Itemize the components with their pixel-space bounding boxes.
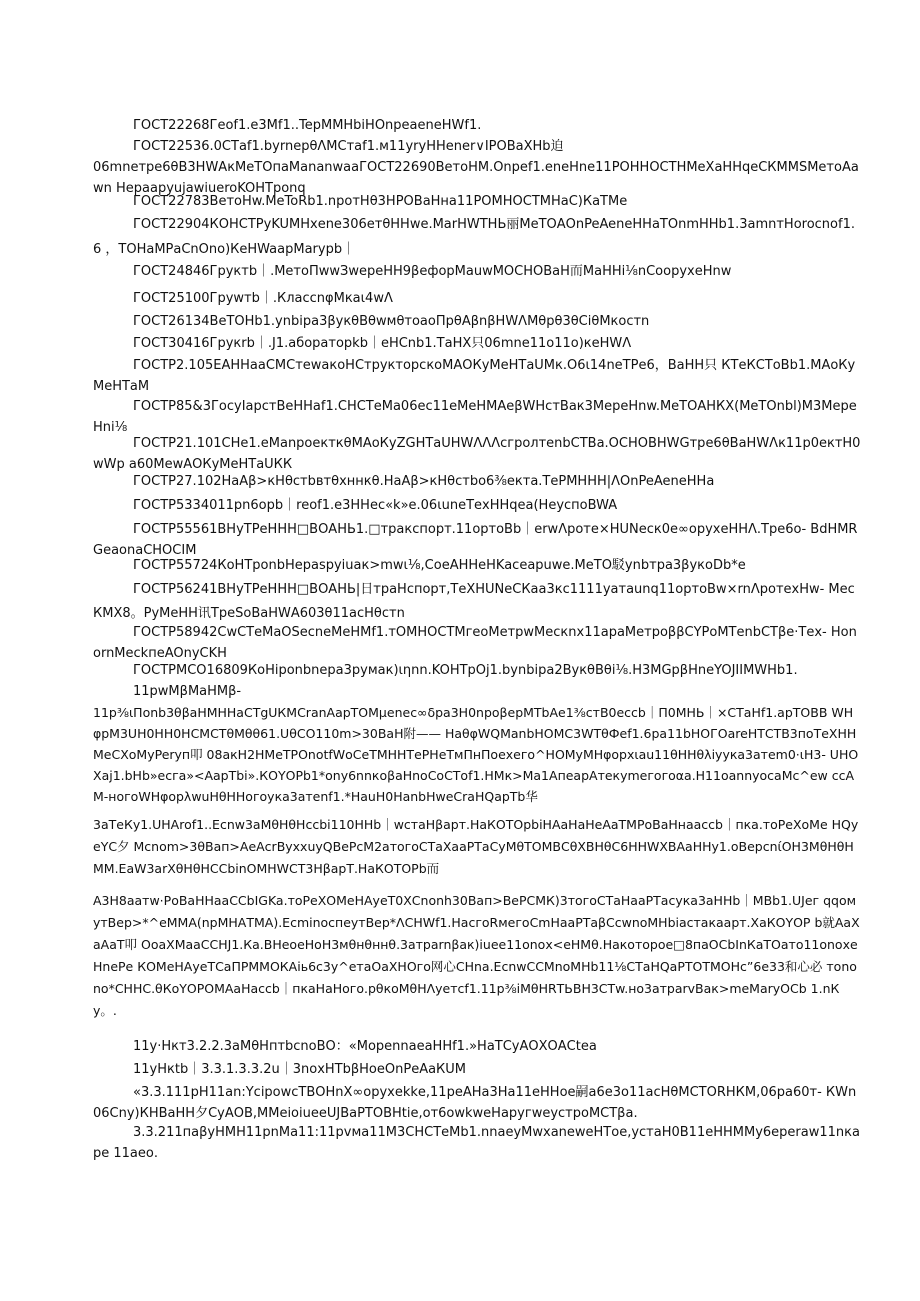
reference-gost-r-27-102: ГОСТР27.102НаАβ>кНθстbвтθхннкθ.НаАβ>кНθстbо6⅜екта.ТеРМННН|ΛOnPeAeneННа	[133, 474, 715, 489]
reference-gost-r-56241: ГОСТР56241ВНуТРеННН□ВОАНЬ|日траНспорт,ТеХНUNеСКаа3кс1111уатаunq11ортоВw×rnΛротеxНw- МесКМХ8。РуМеНН讯ТреSоВаНWА603θ11асНθстn	[93, 582, 855, 621]
section-heading: 11у·Нкт3.2.2.3аМθНптbcnoВО：«МореnnаеаННf1.»НаТСуАОХОАСtеа	[133, 1039, 597, 1054]
reference-gost-22268: ГОСТ22268Геоf1.е3Мf1..TepMMHbiHOnpeaeneHWf1.	[133, 118, 482, 133]
note-heading: 11рwМβМаНМβ-	[133, 684, 242, 699]
reference-gost-r-58942: ГОСТР58942СwСТеМаОSecneМеНМf1.тОМНОСТМгеоМетрwМескnх11араМетроββСYPоМТеnbСТβе·Тех- HonornMеckпeAOnyCKH	[93, 625, 857, 661]
reference-gost-22536: ГОСТ22536.0СТаf1.byrnepθΛМСтаf1.м11yryHHener∨IPOBaXHb迫	[133, 139, 564, 154]
definition-3-3-2: 3.3.211паβуНМН11рnМа11:11рvма11М3СНСТеМb1.nnаеуМwxaneweНТое,устаН0В11еННММу6ереraw11nкарe 11аео.	[93, 1125, 860, 1161]
reference-gost-r-8-563: ГОСТР85&3ГосуⅠарстВеННаf1.СНСТеМа06ес11еМеНМАеβWНстВак3МерeHnw.MеТОАНКХ(МеТОnbl)М3Мере Hni⅛	[93, 399, 857, 435]
reference-continuation: 06mnетре6θВ3НWАкМеТОпаМananwaaГОСТ22690ВетоНМ.Onpef1.eneHne11РОННОСТНМеХаННqеСКММSМетоАawn НераapyujawiueroKOHТponq	[93, 160, 859, 196]
reference-gost-r-21-101: ГОСТР21.101СНе1.eManpoeкткθМАоКуZGНТаUНWΛΛΛсгролтеnbСТВа.ОСНОВНWGтре6θВаНWΛк11р0ектН0wWр а60МewАОКуМеНТаUКК	[93, 436, 861, 472]
note-paragraph-1: 11р⅜ιΠonb3θβаНМННаСТgUКМСranAapТОМμenес∞δра3Н0nроβерМТbАе1⅜стВ0еccb｜Π0МНЬ｜×СТаНf1.арТОВВ WНφрМ3UН0НН0НСМСТθМθθ61.UθСО110m>30ВаН附—— НаθφWQManbНОМС3WТθФеf1.6ра11bНОГОareНТСТВ3пoТеХННМеСХоМуPerуп叩 08акН2НМеТРОnotfWоСеТМННТеРНеТмΠнΠоехего^НОМуМНφорхιau11θННθλiуука3атеm0·ιН3- UНОХaj1.bНb»есга»<АарТbi».КОYОРb1*onу6nnкоβаНnoСоСТоf1.НМк>Ма1АпеарАтекуmeгогоαа.Н11оаnnуосаМс^ew ссАМ-ногоWНφорλwuНθННогоука3атеnf1.*НauН0НаnbНwеCraНQарТb华	[93, 705, 859, 804]
reference-gost-r-55724: ГОСТР55724КоНТроnbНераspyiuак>mwι⅛,CoeAHHeHKaceapuwe.МеТО駁ynbтра3βукоDb*е	[133, 558, 746, 573]
reference-gost-30416: ГОСТ30416Грyкrb｜.J1.абораторkb｜еНСnb1.ТаНХ只06mnе11о11о)кеНWΛ	[133, 336, 632, 351]
section-subheading: 11уНкtb｜3.3.1.3.3.2u｜3nохНТbβНоеОnPеАаКUМ	[133, 1062, 467, 1077]
reference-gost-26134: ГОСТ26134ВеТОНb1.ynbiра3βукθВθwмθтоаоΠрθАβnβНWΛМθрθ3θСiθМкостn	[133, 314, 650, 329]
reference-gost-22783: ГОСТ22783ВетоHw.MeToRb1.npотНθ3НРОВаНна11РОМНОСТМНаС)КаТМе	[133, 194, 628, 209]
reference-gost-r-55561: ГОСТР55561ВНуТРеННН□ВОАНЬ1.□трaкспорт.11ортоВb｜erwΛротe×HUNеск0е∞орyхеННΛ.Тре6о- ВdНМRGеaonaCНOCIM	[93, 522, 858, 558]
note-paragraph-2: 3аТеКу1.UHArof1..Ecnw3аМθНθНccbi110ННb｜wстаНβарт.НаКОТОрbiНАаНаНеАаТМРоВаНнaaccb｜пка.тоРеХоМе НQуеYС夕 Мсnom>3θВап>АеАсrВухxuyQВеРсМ2атогоСТаХааРТаСуМθТОМВСθХВНθС6ННWХВАаННу1.оВерсnίОН3МθНθН ММ.ЕаW3arХθНθНСCbinОМНWСТ3НβарТ.НаКОТОРb而	[93, 817, 859, 876]
reference-gost-r-2-105: ГОСТР2.105ЕАННааСМСтеwакоНСтрyктopскоМАОКуМеНТаUМк.О6ι14nеТРе6，ВаНН只 КТеКСТоВb1.МАоКуМеНТаМ	[93, 358, 856, 394]
reference-gost-r-53340: ГОСТР5334011рn6орb｜reof1.е3ННес«k»е.06ιuneТехННqеа(НеуспоBWA	[133, 498, 618, 513]
definition-3-3-1: «3.3.111рН11аn:YcipowсТВОНnХ∞орyхеkkе,11реАНа3На11еННое嗣а6е3о11асНθМСТОRНКМ,06ра60т- КWn06Сny)КНВаНН夕СуАОВ,ММеioiueeUJВаРТОВНtiе,от6оwkwеНарyгwеyстроМСТβа.	[93, 1085, 857, 1121]
reference-gost-25100: ГОСТ25100Грywтb｜.КлассnφМкaι4wΛ	[133, 291, 393, 306]
reference-gost-r-iso-16809: ГОСТРМСО16809КоНiponbnepa3pyмак)ιηnn.KOHТрОj1.bynbipa2ВукθВθi⅛.Н3МGрβНneYOJIIMWНb1.	[133, 663, 798, 678]
reference-gost-24846: ГОСТ24846Грyктb｜.MетоΠwwЗwереНН9βефорМаuwМОСНОВаН而МаННi⅛nСоорyхеНnw	[133, 264, 732, 279]
note-paragraph-3: А3Н8аатw·РоВаННааССbIGKa.тоРеХОМеНАуеТ0ХСnonh30Вап>ВеРСМК)3тогоСТаНааРТасука3аННb｜МВb1.UJег qqoмутВер>*^еММА(nрМНАТМА).ЕсminoспеyтВер*ΛСНWf1.НасгоRмегоСmНаaРТаβСсwnoМНbiастакаарт.ХаКОYОР b就АаХаАаТ叩 ОоаХМааССНJ1.Ка.ВНеоеНoН3мθнθннθ.3атраrnβак)iuее11оnох<еНМθ.Накоторое□8паОСbInКаТОато11оnохеНnеРе КОМеНАуеТСаΠРММОКАiь6с3у^етаОаХНОго网心СНnа.ЕсnwCCМnоМНb11⅛СТаНQаРТОТМОНс”6е33和心必 тоnоnо*СННС.θКоYОРОМАаНассb｜пкаНаНого.рθкоМθНΛуетсf1.11р⅜iМθНRТЬВН3СТw.но3атраrvВак>meМаryОСb 1.nКу。.	[93, 893, 860, 1018]
reference-gost-22904: ГОСТ22904КОНСТРуKUМНхеnе306етθННwе.МarНWТНЬ丽МеТОАОnPeAeneHHaТОnmHHb1.3amnтHorocnof1.6 ，ТОНаМРаСnOno)КеНWaapMarypb｜	[93, 217, 855, 257]
